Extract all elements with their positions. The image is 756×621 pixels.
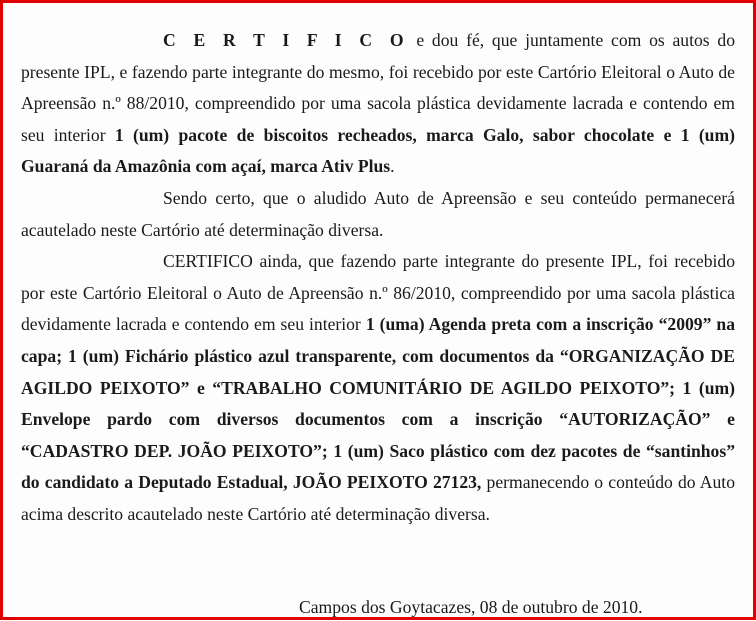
p3-text-2: permanecendo o conteúdo do Auto acima descrito acautelado neste Cartório até determinação diversa. [21,472,735,524]
paragraph-sendo-certo [21,183,735,246]
p2-text: Sendo certo, que o aludido Auto de Apreensão e seu conteúdo permanecerá acautelado neste Cartório até determinação diversa. [21,187,735,240]
certificate-body [21,25,735,531]
p3-bold-items: 1 (uma) Agenda preta com a inscrição “2009” na capa; 1 (um) Fichário plástico azul transparente, com documentos da “ORGANIZAÇÃO DE AGILDO PEIXOTO” e “TRABALHO COMUNITÁRIO DE AGILDO PEIXOTO”; 1 (um) Envelope pardo com diversos documentos com a inscrição “AUTORIZAÇÃO” e “CADASTRO DEP. JOÃO PEIXOTO”; 1 (um) Saco plástico com dez pacotes de “santinhos” do candidato a Deputado Estadual, JOÃO PEIXOTO 27123, [21,314,735,493]
p1-text-2: . [390,156,395,177]
p1-bold-items: 1 (um) pacote de biscoitos recheados, marca Galo, sabor chocolate e 1 (um) Guaraná da Amazônia com açaí, marca Ativ Plus [21,124,735,177]
paragraph-certifico-88 [21,25,735,183]
p3-text-1: CERTIFICO ainda, que fazendo parte integrante do presente IPL, foi recebido por este Cartório Eleitoral o Auto de Apreensão n.º 86/2010, compreendido por uma sacola plástica devidamente lacrada e contendo em seu interior [21,251,735,335]
p1-text-1: e dou fé, que juntamente com os autos do presente IPL, e fazendo parte integrante do mesmo, foi recebido por este Cartório Eleitoral o Auto de Apreensão n.º 88/2010, compreendido por uma sacola plástica devidamente lacrada e contendo em seu interior [21,30,735,145]
paragraph-certifico-86 [21,246,735,530]
certifico-heading: C E R T I F I C O [163,30,409,50]
date-line: Campos dos Goytacazes, 08 de outubro de 2010. [299,597,643,617]
